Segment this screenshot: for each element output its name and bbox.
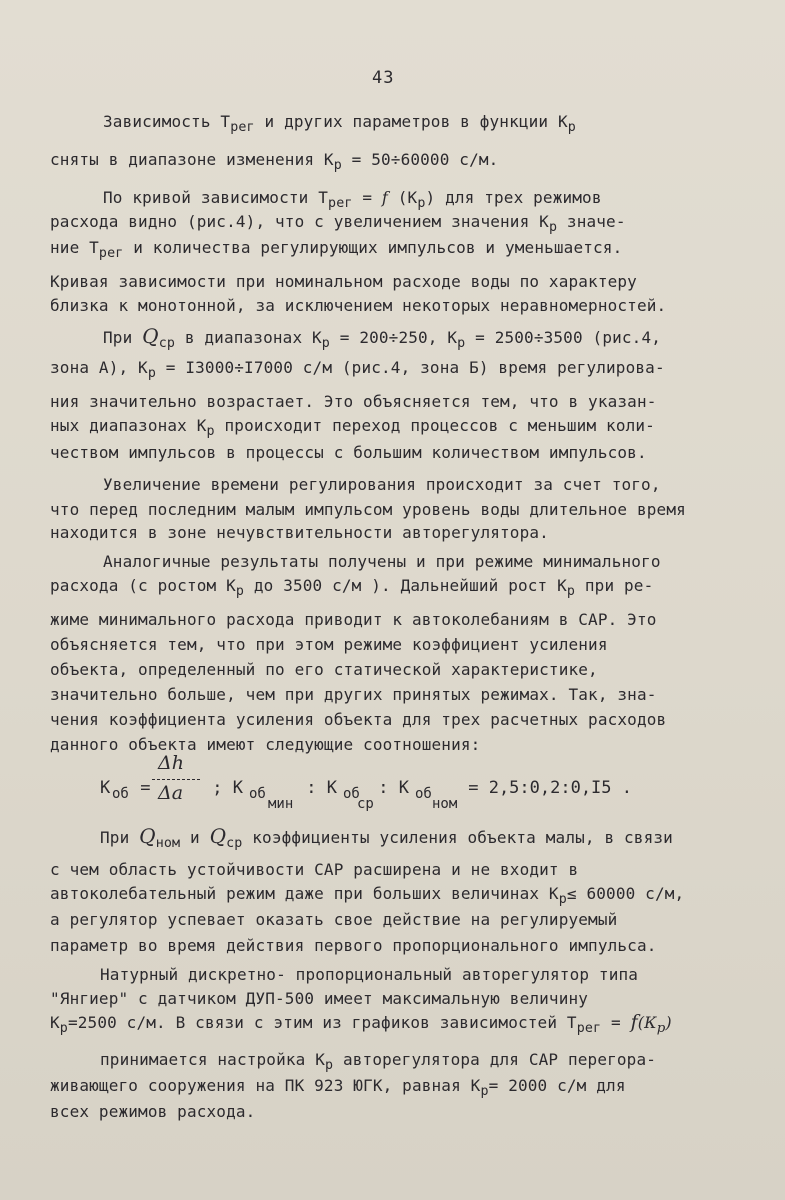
text-line: с чем область устойчивости САР расширена и не входит в bbox=[50, 860, 579, 879]
text-line: параметр во время действия первого пропорционального импульса. bbox=[50, 936, 657, 955]
formula-eq: = bbox=[130, 778, 161, 798]
formula-sub: ном bbox=[432, 796, 458, 812]
text-line: Натурный дискретно- пропорциональный авторегулятор типа bbox=[100, 965, 639, 984]
fraction-line bbox=[152, 779, 200, 780]
text-line: данного объекта имеют следующие соотношения: bbox=[50, 735, 481, 754]
text-line: расхода (с ростом $К_р$ до 3500 с/м ). Дальнейший рост $К_р$ при ре- bbox=[50, 576, 654, 600]
formula-sep: : К bbox=[296, 778, 337, 798]
formula-sub: об bbox=[343, 786, 360, 802]
text-line: всех режимов расхода. bbox=[50, 1102, 256, 1121]
formula-sub: об bbox=[249, 786, 266, 802]
text-line: а регулятор успевает оказать свое действие на регулируемый bbox=[50, 910, 618, 929]
text-line: жиме минимального расхода приводит к автоколебаниям в САР. Это bbox=[50, 610, 657, 629]
text-line: Кривая зависимости при номинальном расходе воды по характеру bbox=[50, 272, 637, 291]
text-line: близка к монотонной, за исключением некоторых неравномерностей. bbox=[50, 296, 667, 315]
text-line: живающего сооружения на ПК 923 ЮГК, равная $К_р= 2000$ с/м для bbox=[50, 1076, 626, 1100]
text-line: По кривой зависимости $Т_{рег} = f$ $(К_р)$ для трех режимов bbox=[103, 188, 602, 212]
text-line: ния значительно возрастает. Это объясняется тем, что в указан- bbox=[50, 392, 657, 411]
text-line: Увеличение времени регулирования происходит за счет того, bbox=[103, 475, 661, 494]
text-line: сняты в диапазоне изменения $К_р = 50\div 60000$ с/м. bbox=[50, 150, 499, 174]
text-line: чения коэффициента усиления объекта для трех расчетных расходов bbox=[50, 710, 667, 729]
text-line: ние $Т_{рег}$ и количества регулирующих импульсов и уменьшается. bbox=[50, 238, 623, 262]
formula-sub: об bbox=[415, 786, 432, 802]
text-line: $К_р=2500$ с/м. В связи с этим из графиков зависимостей $Т_{рег} = f(К_р)$ bbox=[50, 1011, 672, 1037]
text-line: что перед последним малым импульсом уровень воды длительное время bbox=[50, 500, 686, 519]
text-line: значительно больше, чем при других принятых режимах. Так, зна- bbox=[50, 685, 657, 704]
formula-sub: мин bbox=[268, 796, 294, 812]
text-line: Аналогичные результаты получены и при режиме минимального bbox=[103, 552, 661, 571]
text-line: расхода видно (рис.4), что с увеличением значения $К_р$ значе- bbox=[50, 212, 626, 236]
formula-sep: ; К bbox=[202, 778, 243, 798]
formula-sub: ср bbox=[357, 796, 374, 812]
text-line: Зависимость $Т_{рег}$ и других параметров в функции $К_р$ bbox=[103, 112, 576, 136]
text-line: зона А), $К_р = I3000\div I7000$ с/м (рис.4, зона Б) время регулирова- bbox=[50, 358, 665, 382]
formula-denominator: Δa bbox=[158, 782, 184, 804]
page-number: 43 bbox=[372, 68, 395, 88]
text-line: объекта, определенный по его статической характеристике, bbox=[50, 660, 598, 679]
text-line: принимается настройка $К_р$ авторегулятора для САР перегора- bbox=[100, 1050, 657, 1074]
text-line: ных диапазонах $К_р$ происходит переход процессов с меньшим коли- bbox=[50, 416, 655, 440]
formula-sep: : К bbox=[368, 778, 409, 798]
text-line: объясняется тем, что при этом режиме коэффициент усиления bbox=[50, 635, 608, 654]
formula-ratio: = 2,5:0,2:0,I5 . bbox=[458, 778, 632, 798]
text-line: "Янгиер" с датчиком ДУП-500 имеет максимальную величину bbox=[50, 989, 589, 1008]
text-line: При $Q_{ном}$ и $Q_{ср}$ коэффициенты усиления объекта малы, в связи bbox=[100, 824, 673, 852]
text-line: находится в зоне нечувствительности авторегулятора. bbox=[50, 523, 549, 542]
formula-sub: об bbox=[112, 786, 129, 802]
text-line: При $Q_{ср}$ в диапазонах $К_р = 200\div 250$, $К_р = 2500\div 3500$ (рис.4, bbox=[103, 324, 662, 352]
text-line: автоколебательный режим даже при больших величинах $К_р\le 60000$ с/м, bbox=[50, 884, 685, 908]
formula-numerator: Δh bbox=[158, 752, 184, 774]
text-line: чеством импульсов в процессы с большим количеством импульсов. bbox=[50, 443, 647, 462]
formula-k: К bbox=[100, 778, 111, 798]
